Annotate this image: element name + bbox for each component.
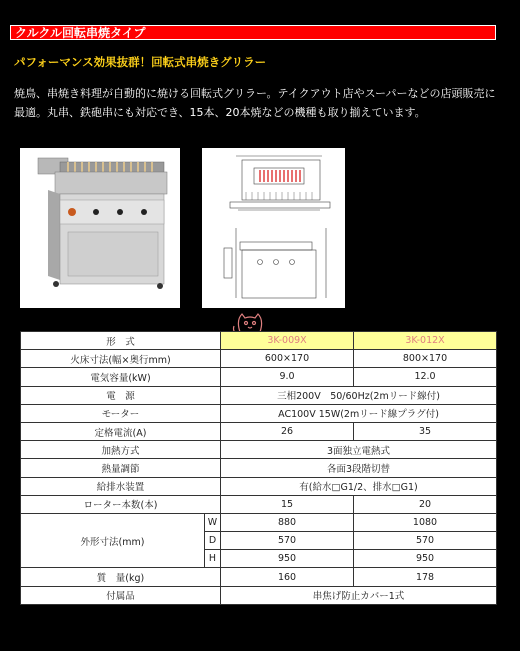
spec-value: 3面独立電熱式 [221,441,497,459]
spec-value: 20 [354,495,497,513]
product-photo [20,148,180,308]
product-subtitle: パフォーマンス効果抜群！回転式串焼きグリラー [14,55,267,69]
spec-value: 160 [221,568,354,586]
section-title: クルクル回転串焼タイプ [15,26,146,40]
spec-label: 火床寸法(幅×奥行mm) [21,350,221,368]
table-row [21,441,497,459]
spec-label: 加熱方式 [21,441,221,459]
table-row [21,350,497,368]
spec-value: 1080 [354,513,497,531]
spec-label: 電気容量(kW) [21,368,221,386]
table-row [21,495,497,513]
spec-value: 26 [221,422,354,440]
spec-dimension-label: W [205,513,221,531]
table-row [21,513,497,531]
spec-label: 電 源 [21,386,221,404]
spec-value: 570 [354,532,497,550]
spec-value: 9.0 [221,368,354,386]
spec-label: 質 量(kg) [21,568,221,586]
spec-label: モーター [21,404,221,422]
table-row [21,477,497,495]
spec-value: 570 [221,532,354,550]
spec-value: 178 [354,568,497,586]
table-row [21,386,497,404]
spec-table [20,331,497,605]
spec-label: 付属品 [21,586,221,604]
spec-value: 15 [221,495,354,513]
spec-value: AC100V 15W(2mリード線プラグ付) [221,404,497,422]
spec-value: 12.0 [354,368,497,386]
spec-value: 880 [221,513,354,531]
table-row [21,422,497,440]
spec-value: 35 [354,422,497,440]
spec-label: ローター本数(本) [21,495,221,513]
product-description: 焼鳥、串焼き料理が自動的に焼ける回転式グリラー。テイクアウト店やスーパーなどの店頭販売に最適。丸串、鉄砲串にも対応でき、15本、20本焼などの機種も取り揃えています。 [14,87,496,119]
table-row [21,332,497,350]
spec-value: 有(給水□G1/2、排水□G1) [221,477,497,495]
spec-label: 熱量調節 [21,459,221,477]
spec-value: 950 [354,550,497,568]
spec-label: 形 式 [21,332,221,350]
spec-dimension-label: H [205,550,221,568]
spec-value: 串焦げ防止カバー1式 [221,586,497,604]
table-row [21,459,497,477]
spec-value: 各面3段階切替 [221,459,497,477]
spec-value: 800×170 [354,350,497,368]
spec-value: 三相200V 50/60Hz(2mリード線付) [221,386,497,404]
spec-dimension-label: D [205,532,221,550]
table-row [21,368,497,386]
section-title-bar [10,25,496,40]
table-row [21,568,497,586]
spec-label: 給排水装置 [21,477,221,495]
technical-drawing [202,148,345,308]
spec-value: 600×170 [221,350,354,368]
spec-label: 定格電流(A) [21,422,221,440]
spec-label: 外形寸法(mm) [21,513,205,568]
model-name: 3K-012X [354,332,497,350]
table-row [21,586,497,604]
table-row [21,404,497,422]
spec-value: 950 [221,550,354,568]
model-name: 3K-009X [221,332,354,350]
